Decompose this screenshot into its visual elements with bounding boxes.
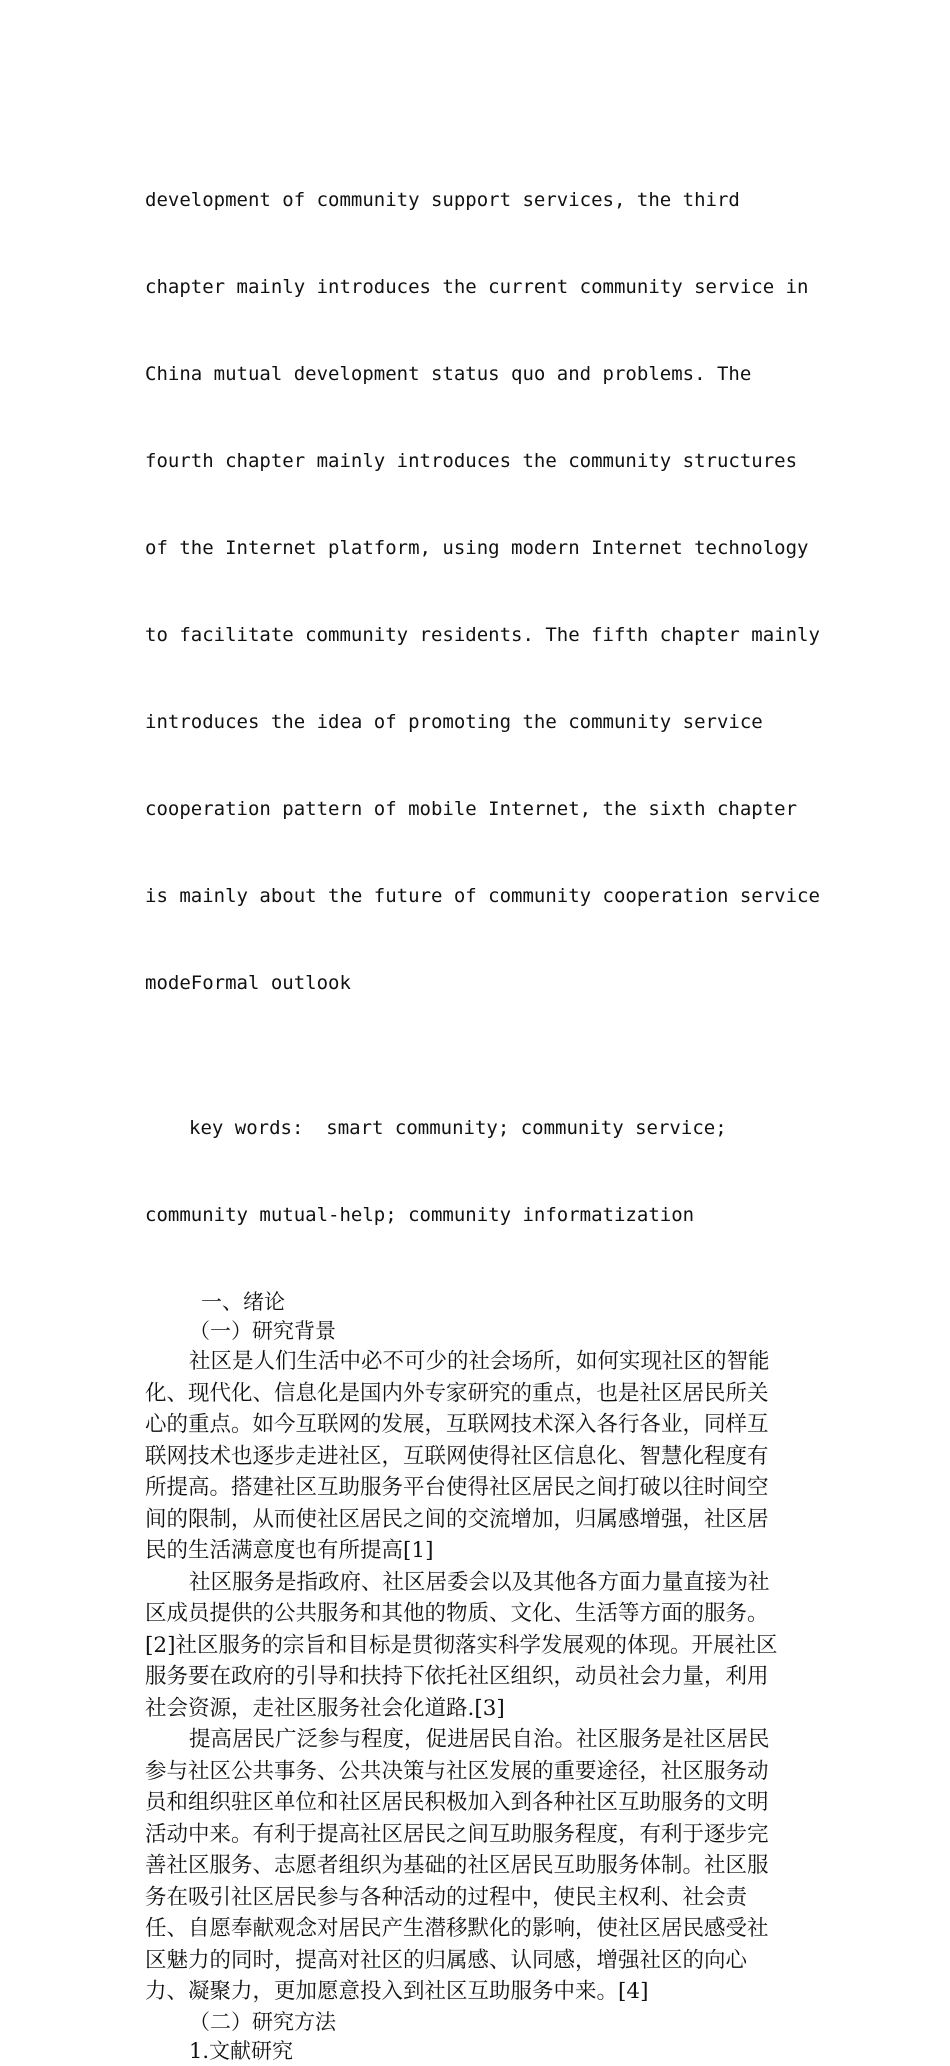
paragraph-line: 区魅力的同时，提高对社区的归属感、认同感，增强社区的向心: [145, 1947, 748, 1973]
abstract-line: is mainly about the future of community cooperation service: [145, 885, 820, 907]
abstract-line: introduces the idea of promoting the community service: [145, 711, 763, 733]
abstract-line: modeFormal outlook: [145, 972, 351, 994]
abstract-line: fourth chapter mainly introduces the community structures: [145, 450, 798, 472]
keywords: [145, 1056, 810, 1288]
abstract-line: development of community support services, the third: [145, 189, 740, 211]
paragraph-line: 务在吸引社区居民参与各种活动的过程中，使民主权利、社会责: [145, 1884, 748, 1910]
abstract-line: cooperation pattern of mobile Internet, the sixth chapter: [145, 798, 798, 820]
paragraph-line: 间的限制，从而使社区居民之间的交流增加，归属感增强，社区居: [145, 1506, 769, 1532]
paragraph-line: 民的生活满意度也有所提高[1]: [145, 1538, 434, 1563]
paragraph-line: 社区是人们生活中必不可少的社会场所，如何实现社区的智能: [189, 1349, 770, 1374]
abstract-continued: [145, 128, 820, 1056]
subsection-title: （二）研究方法: [189, 2009, 336, 2034]
abstract-line: of the Internet platform, using modern Internet technology: [145, 537, 809, 559]
section-title: 一、绪论: [201, 1290, 285, 1314]
keywords-line: key words: smart community; community service;: [189, 1117, 727, 1139]
paragraph-line: [2]社区服务的宗旨和目标是贯彻落实科学发展观的体现。开展社区: [145, 1632, 778, 1658]
paragraph-line: 善社区服务、志愿者组织为基础的社区居民互助服务体制。社区服: [145, 1853, 769, 1878]
paragraph-line: 联网技术也逐步走进社区，互联网使得社区信息化、智慧化程度有: [145, 1443, 769, 1469]
paragraph: [145, 1346, 810, 1567]
paragraph-line: 员和组织驻区单位和社区居民积极加入到各种社区互助服务的文明: [145, 1790, 769, 1815]
abstract-line: China mutual development status quo and problems. The: [145, 363, 752, 385]
paragraph-line: 心的重点。如今互联网的发展，互联网技术深入各行各业，同样互: [145, 1412, 769, 1437]
paragraph-line: 社会资源，走社区服务社会化道路.[3]: [145, 1695, 505, 1721]
paragraph-line: 社区服务是指政府、社区居委会以及其他各方面力量直接为社: [189, 1569, 770, 1595]
paragraph-line: 服务要在政府的引导和扶持下依托社区组织，动员社会力量，利用: [145, 1664, 769, 1689]
subsection-item: 1.文献研究: [189, 2038, 294, 2063]
paragraph-line: 化、现代化、信息化是国内外专家研究的重点，也是社区居民所关: [145, 1380, 769, 1406]
paragraph-line: 力、凝聚力，更加愿意投入到社区互助服务中来。[4]: [145, 1979, 649, 2004]
paragraph-line: 任、自愿奉献观念对居民产生潜移默化的影响，使社区居民感受社: [145, 1916, 769, 1941]
paragraph: [145, 1724, 810, 2008]
page-content: [145, 128, 820, 2066]
abstract-line: to facilitate community residents. The fifth chapter mainly: [145, 624, 820, 646]
keywords-line: community mutual-help; community informatization: [145, 1204, 695, 1226]
paragraph: [145, 1567, 810, 1725]
paragraph-line: 所提高。搭建社区互助服务平台使得社区居民之间打破以往时间空: [145, 1475, 769, 1500]
paragraph-line: 活动中来。有利于提高社区居民之间互助服务程度，有利于逐步完: [145, 1821, 769, 1847]
abstract-line: chapter mainly introduces the current community service in: [145, 276, 809, 298]
subsection-title: （一）研究背景: [189, 1319, 336, 1343]
paragraph-line: 区成员提供的公共服务和其他的物质、文化、生活等方面的服务。: [145, 1601, 769, 1626]
paragraph-line: 提高居民广泛参与程度，促进居民自治。社区服务是社区居民: [189, 1727, 770, 1752]
paragraph-line: 参与社区公共事务、公共决策与社区发展的重要途径，社区服务动: [145, 1758, 769, 1784]
